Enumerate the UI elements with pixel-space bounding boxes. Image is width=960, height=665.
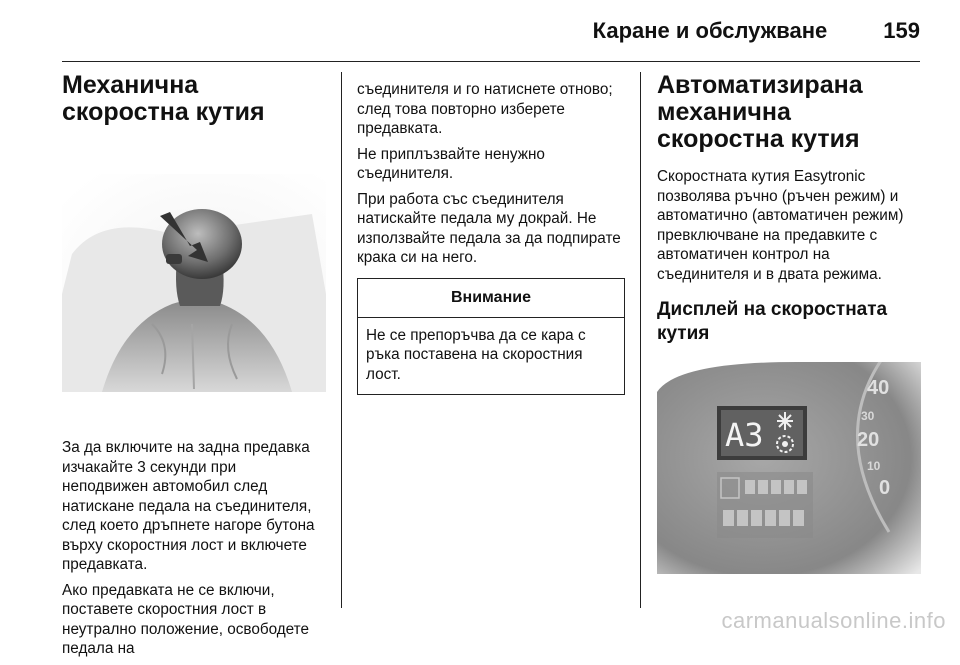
paragraph-gear-not-engaged: Ако предавката не се включи, поставете скоростния лост в неутрално положение, освободете педала на (62, 581, 310, 657)
speed-tick-0: 0 (879, 477, 891, 499)
speed-tick-30: 30 (861, 409, 875, 423)
gear-lever-illustration (62, 174, 326, 392)
paragraph-reverse-gear: За да включите на задна предавка изчакайте 3 секунди при неподвижен автомобил след натискане педала на съединителя, след което дръпнете нагоре бутона върху скоростния лост и включете предавката. (62, 439, 315, 573)
snowflake-icon (777, 412, 793, 430)
paragraph-clutch-pedal: При работа със съединителя натискайте педала му докрай. Не използвайте педала за да подпирате крака си на него. (357, 190, 621, 266)
warning-box (357, 278, 625, 396)
paragraph-easytronic: Скоростната кутия Easytronic позволява ръчно (ръчен режим) и автоматично (автоматичен режим) превключване на предавките с автоматичен контрол на съединителя и в двата режима. (657, 168, 904, 283)
column-divider-2 (640, 72, 641, 608)
gear-readout: A3 (725, 416, 764, 454)
subheading-display: Дисплей на скоростната кутия (657, 299, 888, 344)
column-divider-1 (341, 72, 342, 608)
section-heading-manual: Механична скоростна кутия (62, 71, 265, 126)
warning-title: Внимание (358, 279, 624, 318)
speed-tick-20: 20 (857, 429, 880, 451)
column-1 (62, 72, 326, 665)
page-number: 159 (883, 18, 920, 43)
header-title: Карaне и обслужване (592, 18, 828, 43)
paragraph-clutch-continue: съединителя и го натиснете отново; след това повторно изберете предавката. (357, 81, 613, 137)
section-heading-automated: Автоматизирана механична скоростна кутия (657, 71, 863, 153)
watermark: carmanualsonline.info (721, 608, 946, 633)
page-header (593, 18, 920, 48)
column-2 (357, 80, 625, 395)
speed-tick-40: 40 (867, 377, 890, 399)
warning-text: Не се препоръчва да се кара с ръка поставена на скоростния лост. (366, 326, 586, 383)
paragraph-clutch-slip: Не приплъзвайте ненужно съединителя. (357, 145, 545, 182)
speed-tick-10: 10 (867, 459, 881, 473)
column-3 (657, 72, 921, 574)
transmission-display-illustration (657, 362, 921, 574)
header-divider (62, 61, 920, 62)
